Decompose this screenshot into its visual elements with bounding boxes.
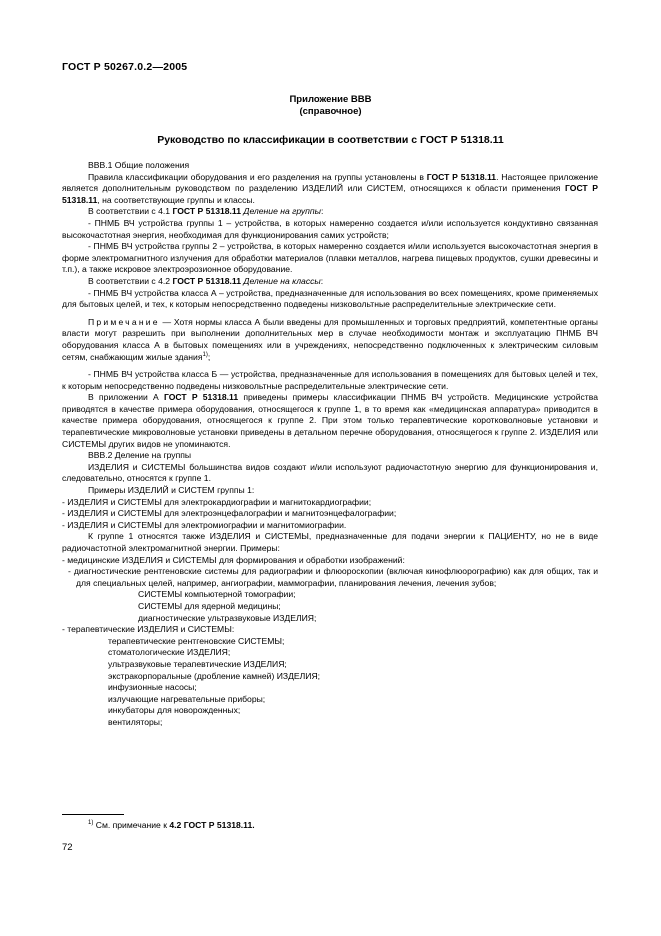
page-number: 72 [62, 842, 73, 853]
list-item: диагностические ультразвуковые ИЗДЕЛИЯ; [138, 612, 317, 623]
document-header: ГОСТ Р 50267.0.2—2005 [62, 61, 188, 73]
footnote-divider [62, 814, 124, 815]
note: Примечание — Хотя нормы класса А были введены для промышленных и торговых предприятий, компетентные органы власти могут разрешить при выполнении дополнительных мер в случае необходимости монтаж и эксплуатацию ПНМБ ВЧ оборудования класса А в бытовых помещениях или в учреждениях, непосредственно подключенных к электрическим силовым сетям, снабжающим жилые здания$^{1)}$; [62, 316, 598, 362]
list-item: - ИЗДЕЛИЯ и СИСТЕМЫ для электроэнцефалографии и магнитоэнцефалографии; [62, 508, 397, 519]
subsection-heading: ВВВ.2 Деление на группы [88, 450, 192, 461]
footnote: $^{1)}$ См. примечание к 4.2 ГОСТ Р 51318.11. [88, 820, 255, 830]
list-item: - диагностические рентгеновские системы для радиографии и флюороскопии (включая кинофлюорографию) как для общих, так и для специальных целей, например, ангиографии, маммографии, планирования лечения, лечения зубов; [68, 566, 598, 588]
list-item: инфузионные насосы; [108, 682, 197, 693]
paragraph: В соответствии с 4.1 ГОСТ Р 51318.11 Деление на группы: [88, 206, 324, 217]
paragraph: Правила классификации оборудования и его разделения на группы установлены в ГОСТ Р 51318.11. Настоящее приложение является дополнительным руководством по разделению ИЗДЕЛИЙ или СИСТЕМ, относящихся к области применения ГОСТ Р 51318.11, на соответствующие группы и классы. [62, 171, 598, 205]
list-item: экстракорпоральные (дробление камней) ИЗДЕЛИЯ; [108, 670, 321, 681]
paragraph: В приложении А ГОСТ Р 51318.11 приведены примеры классификации ПНМБ ВЧ устройств. Медицинские устройства приводятся в качестве примера оборудования, относящегося к группе 1, в то время как «медицинская аппаратура» приводится в качестве примера оборудования, относящегося к группе 2. При этом только терапевтические коротковолновые установки и терапевтические микроволновые установки приведены в детальном перечне оборудования, относящегося к группе 2. ИЗДЕЛИЯ или СИСТЕМЫ других видов не упоминаются. [62, 392, 598, 449]
paragraph: В соответствии с 4.2 ГОСТ Р 51318.11 Деление на классы: [88, 275, 324, 286]
paragraph: - ПНМБ ВЧ устройства класса А – устройства, предназначенные для использования во всех помещениях, кроме применяемых для бытовых целей, и тех, к которым непосредственно подведены низковольтные распределительные электрические сети. [62, 287, 598, 310]
list-item: СИСТЕМЫ для ядерной медицины; [138, 600, 281, 611]
paragraph: - ПНМБ ВЧ устройства группы 1 – устройства, в которых намеренно создается и/или используется кондуктивно связанная высокочастотная энергия, необходимая для функционирования самих устройств; [62, 217, 598, 240]
list-item: инкубаторы для новорожденных; [108, 705, 241, 716]
appendix-subtitle: (справочное) [299, 106, 362, 117]
paragraph: К группе 1 относятся также ИЗДЕЛИЯ и СИСТЕМЫ, предназначенные для подачи энергии к ПАЦИЕНТУ, но не в виде радиочастотной электромагнитной энергии. Примеры: [62, 531, 598, 553]
list-item: - ИЗДЕЛИЯ и СИСТЕМЫ для электрокардиографии и магнитокардиографии; [62, 496, 372, 507]
list-item: - медицинские ИЗДЕЛИЯ и СИСТЕМЫ для формирования и обработки изображений: [62, 554, 405, 565]
list-item: - терапевтические ИЗДЕЛИЯ и СИСТЕМЫ: [62, 624, 235, 635]
list-item: излучающие нагревательные приборы; [108, 693, 266, 704]
paragraph: ИЗДЕЛИЯ и СИСТЕМЫ большинства видов создают и/или используют радиочастотную энергию для функционирования и, следовательно, относятся к группе 1. [62, 461, 598, 484]
appendix-title: Приложение ВВВ [289, 94, 372, 105]
list-item: - ИЗДЕЛИЯ и СИСТЕМЫ для электромиографии и магнитомиографии. [62, 519, 347, 530]
list-item: стоматологические ИЗДЕЛИЯ; [108, 647, 231, 658]
document-body [62, 160, 598, 729]
section-title: Руководство по классификации в соответствии с ГОСТ Р 51318.11 [157, 134, 504, 146]
paragraph: Примеры ИЗДЕЛИЙ и СИСТЕМ группы 1: [88, 485, 255, 496]
paragraph: - ПНМБ ВЧ устройства класса Б — устройства, предназначенные для использования в помещениях для бытовых целей и тех, к которым непосредственно подведены низковольтные распределительные электрические сети. [62, 369, 598, 391]
list-item: терапевтические рентгеновские СИСТЕМЫ; [108, 635, 285, 646]
list-item: вентиляторы; [108, 716, 163, 727]
subsection-heading: ВВВ.1 Общие положения [88, 160, 190, 170]
list-item: ультразвуковые терапевтические ИЗДЕЛИЯ; [108, 658, 287, 669]
paragraph: - ПНМБ ВЧ устройства группы 2 – устройства, в которых намеренно создается и/или используется высокочастотная энергия в форме электромагнитного излучения для обработки материалов (плавки металлов, нагрева пищевых продуктов, сушки древесины и т.п.), а также искровое электроэрозионное оборудование. [62, 241, 598, 275]
list-item: СИСТЕМЫ компьютерной томографии; [138, 589, 296, 600]
